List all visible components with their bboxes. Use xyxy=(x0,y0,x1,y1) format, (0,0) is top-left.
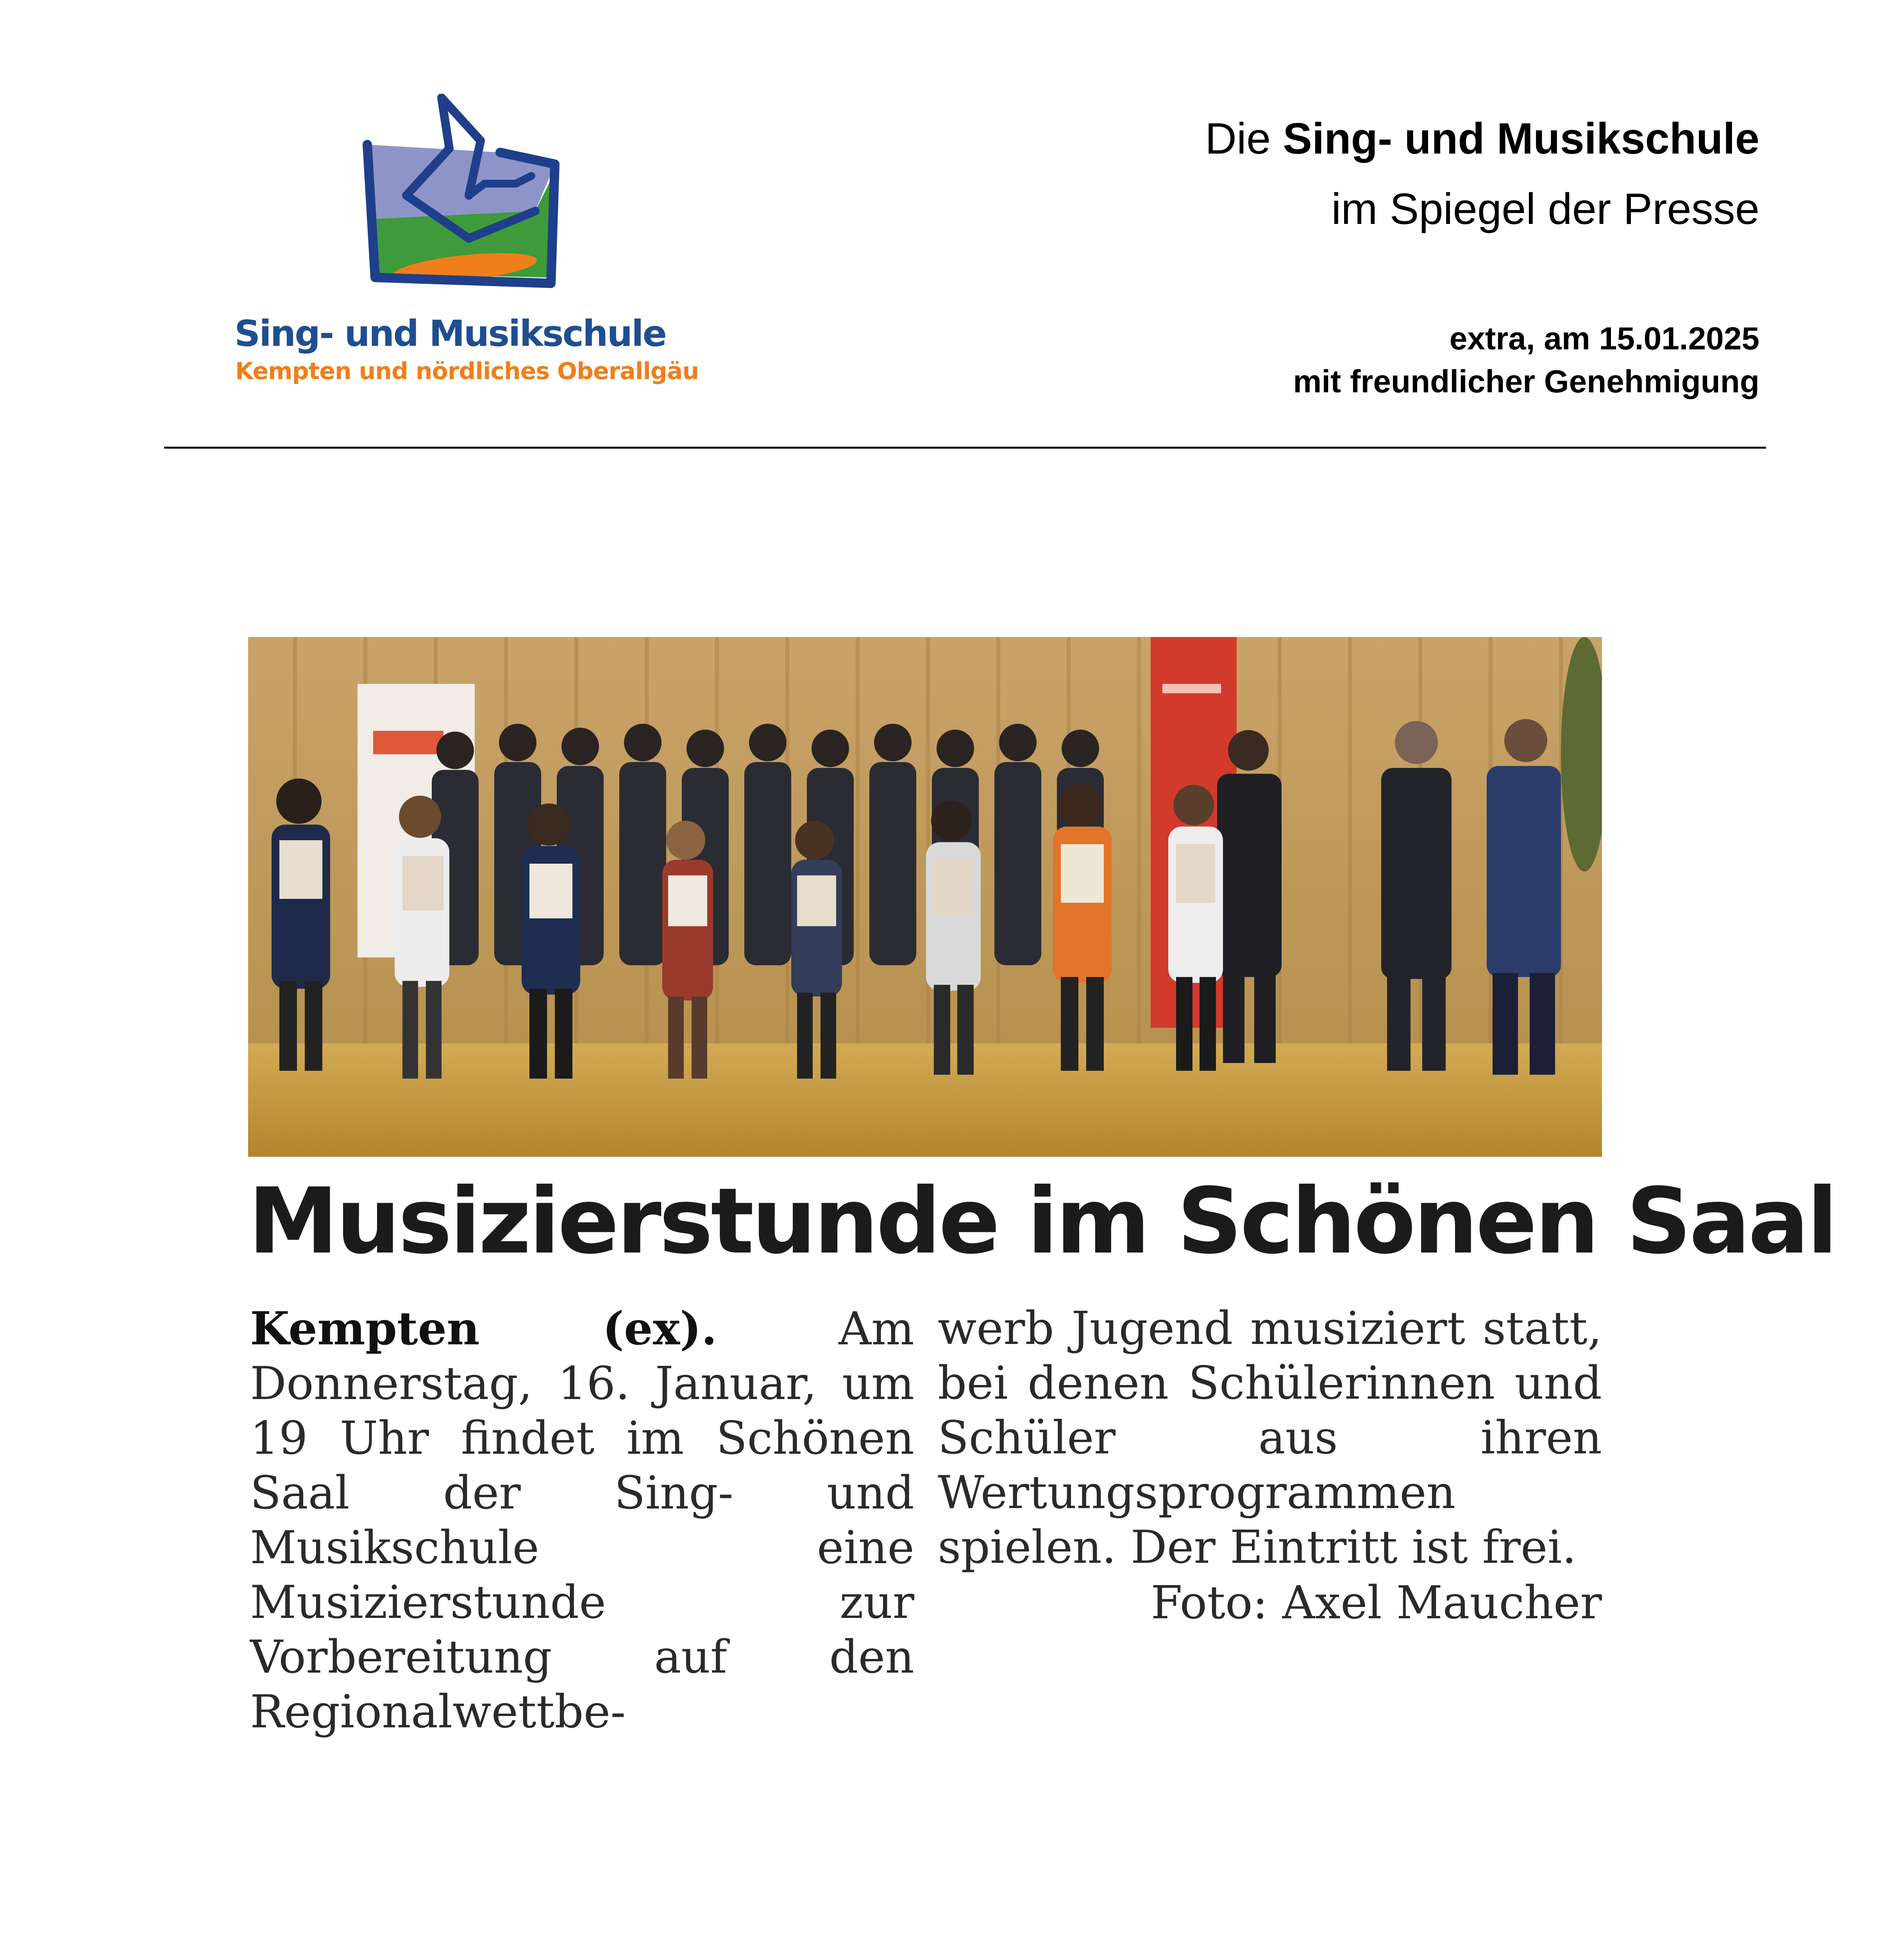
article-text-left-column xyxy=(250,1301,914,1739)
logo-school-subtitle: Kempten und nördliches Oberallgäu xyxy=(235,358,699,385)
page-title xyxy=(1205,113,1759,164)
article-kicker: Kempten (ex). xyxy=(250,1302,717,1355)
header-divider xyxy=(164,447,1766,449)
press-source: extra, am 15.01.2025 xyxy=(1449,321,1759,356)
article-body-left: Am Donnerstag, 16. Januar, um 19 Uhr findet im Schönen Saal der Sing- und Musikschule eine Musizierstunde zur Vorbereitung auf den Regionalwettbe- xyxy=(250,1303,914,1738)
article-headline: Musizierstunde im Schönen Saal xyxy=(248,1168,1836,1274)
article-photo xyxy=(248,637,1602,1157)
article-text-right-column xyxy=(938,1301,1602,1575)
photo-credit: Foto: Axel Maucher xyxy=(1151,1576,1602,1629)
logo-school-name: Sing- und Musikschule xyxy=(234,313,666,354)
page-subtitle: im Spiegel der Presse xyxy=(1331,184,1759,233)
article-body-right: werb Jugend musiziert statt, bei denen Schülerinnen und Schüler aus ihren Wertungsprogrammen spielen. Der Eintritt ist frei. xyxy=(938,1302,1602,1574)
school-logo-icon xyxy=(352,94,570,301)
title-school-name: Sing- und Musikschule xyxy=(1283,114,1759,163)
title-prefix: Die xyxy=(1205,114,1271,163)
permission-note: mit freundlicher Genehmigung xyxy=(1293,364,1759,399)
